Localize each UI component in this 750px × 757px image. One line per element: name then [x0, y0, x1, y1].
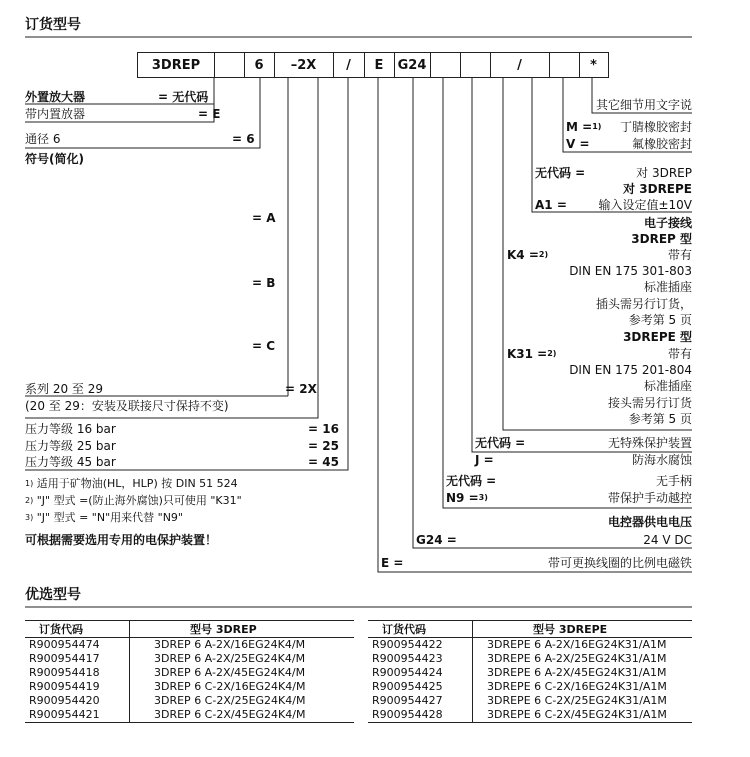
table-row: [25, 652, 354, 666]
code-box-type: 3DREP: [137, 52, 215, 78]
type-cell: 3DREPE 6 A-2X/25EG24K31/A1M: [487, 652, 667, 665]
order-code-cell: R900954421: [25, 708, 130, 723]
pressure-16-value: = 16: [308, 422, 339, 436]
table-row: [25, 694, 354, 708]
table-3drepe: [368, 620, 692, 723]
type-cell: 3DREP 6 C-2X/16EG24K4/M: [154, 680, 306, 693]
k4-code-text: K4 =: [507, 248, 539, 262]
int-amp-value: = E: [198, 107, 221, 121]
a1-code: A1 =: [535, 198, 567, 212]
footnote-1: [25, 477, 238, 491]
k31-text: 带有: [667, 347, 692, 361]
nocode-protection-text: 无特殊保护装置: [607, 436, 692, 450]
seal-m-text: 丁腈橡胶密封: [619, 120, 692, 134]
type-cell: 3DREPE 6 C-2X/45EG24K31/A1M: [487, 708, 667, 721]
order-code-cell: R900954425: [368, 680, 473, 694]
table-row: [368, 666, 692, 680]
protection-note: 可根据需要选用专用的电保护装置！: [25, 533, 218, 547]
series-note: (20 至 29：安装及联接尺寸保持不变): [25, 399, 229, 413]
type-cell: 3DREP 6 C-2X/45EG24K4/M: [154, 708, 306, 721]
drepe-type: 3DREPE 型: [623, 330, 692, 344]
k31-sup: 2): [547, 349, 557, 358]
k31-standard: DIN EN 175 201-804: [569, 363, 692, 377]
k31-code: [507, 347, 556, 361]
table-row: [25, 708, 354, 723]
table-row: [368, 680, 692, 694]
k4-socket: 标准插座: [643, 280, 692, 294]
footnote-3-num: 3): [25, 513, 34, 522]
nocode-override-code: 无代码 =: [446, 474, 497, 488]
code-box-other: *: [579, 52, 609, 78]
k4-standard: DIN EN 175 301-803: [569, 264, 692, 278]
nocode-override-text: 无手柄: [655, 474, 692, 488]
nocode-protection-code: 无代码 =: [475, 436, 526, 450]
g24-code: G24 =: [416, 533, 457, 547]
k31-socket: 标准插座: [643, 379, 692, 393]
electrical-connection: 电子接线: [643, 216, 692, 230]
order-code-cell: R900954422: [368, 638, 473, 653]
type-cell: 3DREP 6 A-2X/16EG24K4/M: [154, 638, 306, 651]
supply-voltage-title: 电控器供电电压: [607, 515, 692, 529]
symbol-b: = B: [252, 276, 276, 290]
footnote-2-text: "J" 型式 =(防止海外腐蚀)只可使用 "K31": [36, 494, 242, 507]
code-box-e: E: [364, 52, 395, 78]
order-code-title: 订货型号: [25, 17, 81, 33]
series-label: 系列 20 至 29: [25, 382, 103, 396]
order-code-cell: R900954419: [25, 680, 130, 694]
type-cell: 3DREPE 6 C-2X/16EG24K31/A1M: [487, 680, 667, 693]
type-cell: 3DREPE 6 A-2X/45EG24K31/A1M: [487, 666, 667, 679]
order-code-cell: R900954420: [25, 694, 130, 708]
size-label: 通径 6: [25, 132, 61, 146]
ext-amp-value: = 无代码: [158, 90, 209, 104]
g24-text: 24 V DC: [643, 533, 692, 547]
table-header-row: [368, 621, 692, 638]
k4-code: [507, 248, 548, 262]
col-type: 型号 3DREP: [130, 621, 355, 638]
order-code-cell: R900954427: [368, 694, 473, 708]
order-code-cell: R900954423: [368, 652, 473, 666]
table-row: [368, 638, 692, 653]
table-row: [25, 680, 354, 694]
order-code-cell: R900954417: [25, 652, 130, 666]
footnote-1-text: 适用于矿物油(HL，HLP) 按 DIN 51 524: [36, 477, 238, 490]
type-cell: 3DREP 6 C-2X/25EG24K4/M: [154, 694, 306, 707]
k31-code-text: K31 =: [507, 347, 548, 361]
seal-m-sup: 1): [592, 122, 602, 131]
order-code-cell: R900954474: [25, 638, 130, 653]
pressure-45-value: = 45: [308, 455, 339, 469]
col-order-code: 订货代码: [25, 621, 130, 638]
pressure-45-label: 压力等级 45 bar: [25, 455, 116, 469]
code-box-size: 6: [244, 52, 275, 78]
footnote-3: [25, 511, 183, 525]
footnote-1-num: 1): [25, 479, 34, 488]
table-row: [368, 694, 692, 708]
preferred-types-title: 优选型号: [25, 587, 81, 603]
col-order-code: 订货代码: [368, 621, 473, 638]
table-row: [25, 638, 354, 653]
nocode-interface-code: 无代码 =: [535, 166, 586, 180]
k31-plug-order: 接头需另行订货: [607, 396, 692, 410]
code-box-slash2: /: [490, 52, 550, 78]
order-code-cell: R900954428: [368, 708, 473, 723]
footnote-3-text: "J" 型式 = "N"用来代替 "N9": [36, 511, 183, 524]
n9-sup: 3): [478, 493, 488, 502]
n9-text: 带保护手动越控: [607, 491, 692, 505]
other-details: 其它细节用文字说: [595, 98, 692, 112]
symbol-c: = C: [252, 339, 276, 353]
pressure-25-label: 压力等级 25 bar: [25, 439, 116, 453]
table-row: [368, 708, 692, 723]
j-code: J =: [475, 453, 494, 467]
k4-text: 带有: [667, 248, 692, 262]
order-code-cell: R900954424: [368, 666, 473, 680]
code-box-slash1: /: [333, 52, 365, 78]
type-cell: 3DREP 6 A-2X/45EG24K4/M: [154, 666, 306, 679]
table-row: [368, 652, 692, 666]
k4-page-ref: 参考第 5 页: [628, 313, 692, 327]
seal-v-code: V =: [566, 137, 590, 151]
j-text: 防海水腐蚀: [631, 453, 692, 467]
e-code: E =: [381, 556, 404, 570]
drep-type: 3DREP 型: [631, 232, 692, 246]
col-type: 型号 3DREPE: [473, 621, 693, 638]
pressure-16-label: 压力等级 16 bar: [25, 422, 116, 436]
for-3drepe: 对 3DREPE: [623, 182, 692, 196]
series-value: = 2X: [285, 382, 317, 396]
code-box-override: [430, 52, 461, 78]
code-box-g24: G24: [394, 52, 431, 78]
int-amp-label: 带内置放器: [25, 107, 86, 121]
table-3drep: [25, 620, 354, 723]
code-box-series: –2X: [274, 52, 334, 78]
a1-text: 输入设定值±10V: [598, 198, 692, 212]
footnote-2: [25, 494, 242, 508]
table-row: [25, 666, 354, 680]
seal-m-code: [566, 120, 601, 134]
code-box-seal: [549, 52, 580, 78]
nocode-interface-text: 对 3DREP: [636, 166, 692, 180]
code-box-amp: [214, 52, 245, 78]
symbol-a: = A: [252, 211, 276, 225]
pressure-25-value: = 25: [308, 439, 339, 453]
code-box-protect: [460, 52, 491, 78]
table-header-row: [25, 621, 354, 638]
seal-m-code-text: M =: [566, 120, 593, 134]
k4-sup: 2): [538, 250, 549, 259]
type-cell: 3DREPE 6 A-2X/16EG24K31/A1M: [487, 638, 667, 651]
ext-amp-label: 外置放大器: [25, 90, 86, 104]
seal-v-text: 氟橡胶密封: [631, 137, 692, 151]
k4-plug-order: 插头需另行订货，: [595, 297, 692, 311]
size-value: = 6: [232, 132, 255, 146]
order-code-cell: R900954418: [25, 666, 130, 680]
type-cell: 3DREP 6 A-2X/25EG24K4/M: [154, 652, 306, 665]
footnote-2-num: 2): [25, 496, 34, 505]
n9-code: [446, 491, 488, 505]
type-cell: 3DREPE 6 C-2X/25EG24K31/A1M: [487, 694, 667, 707]
n9-code-text: N9 =: [446, 491, 479, 505]
e-text: 带可更换线圈的比例电磁铁: [547, 556, 692, 570]
k31-page-ref: 参考第 5 页: [628, 412, 692, 426]
symbol-label: 符号(简化): [25, 152, 84, 166]
